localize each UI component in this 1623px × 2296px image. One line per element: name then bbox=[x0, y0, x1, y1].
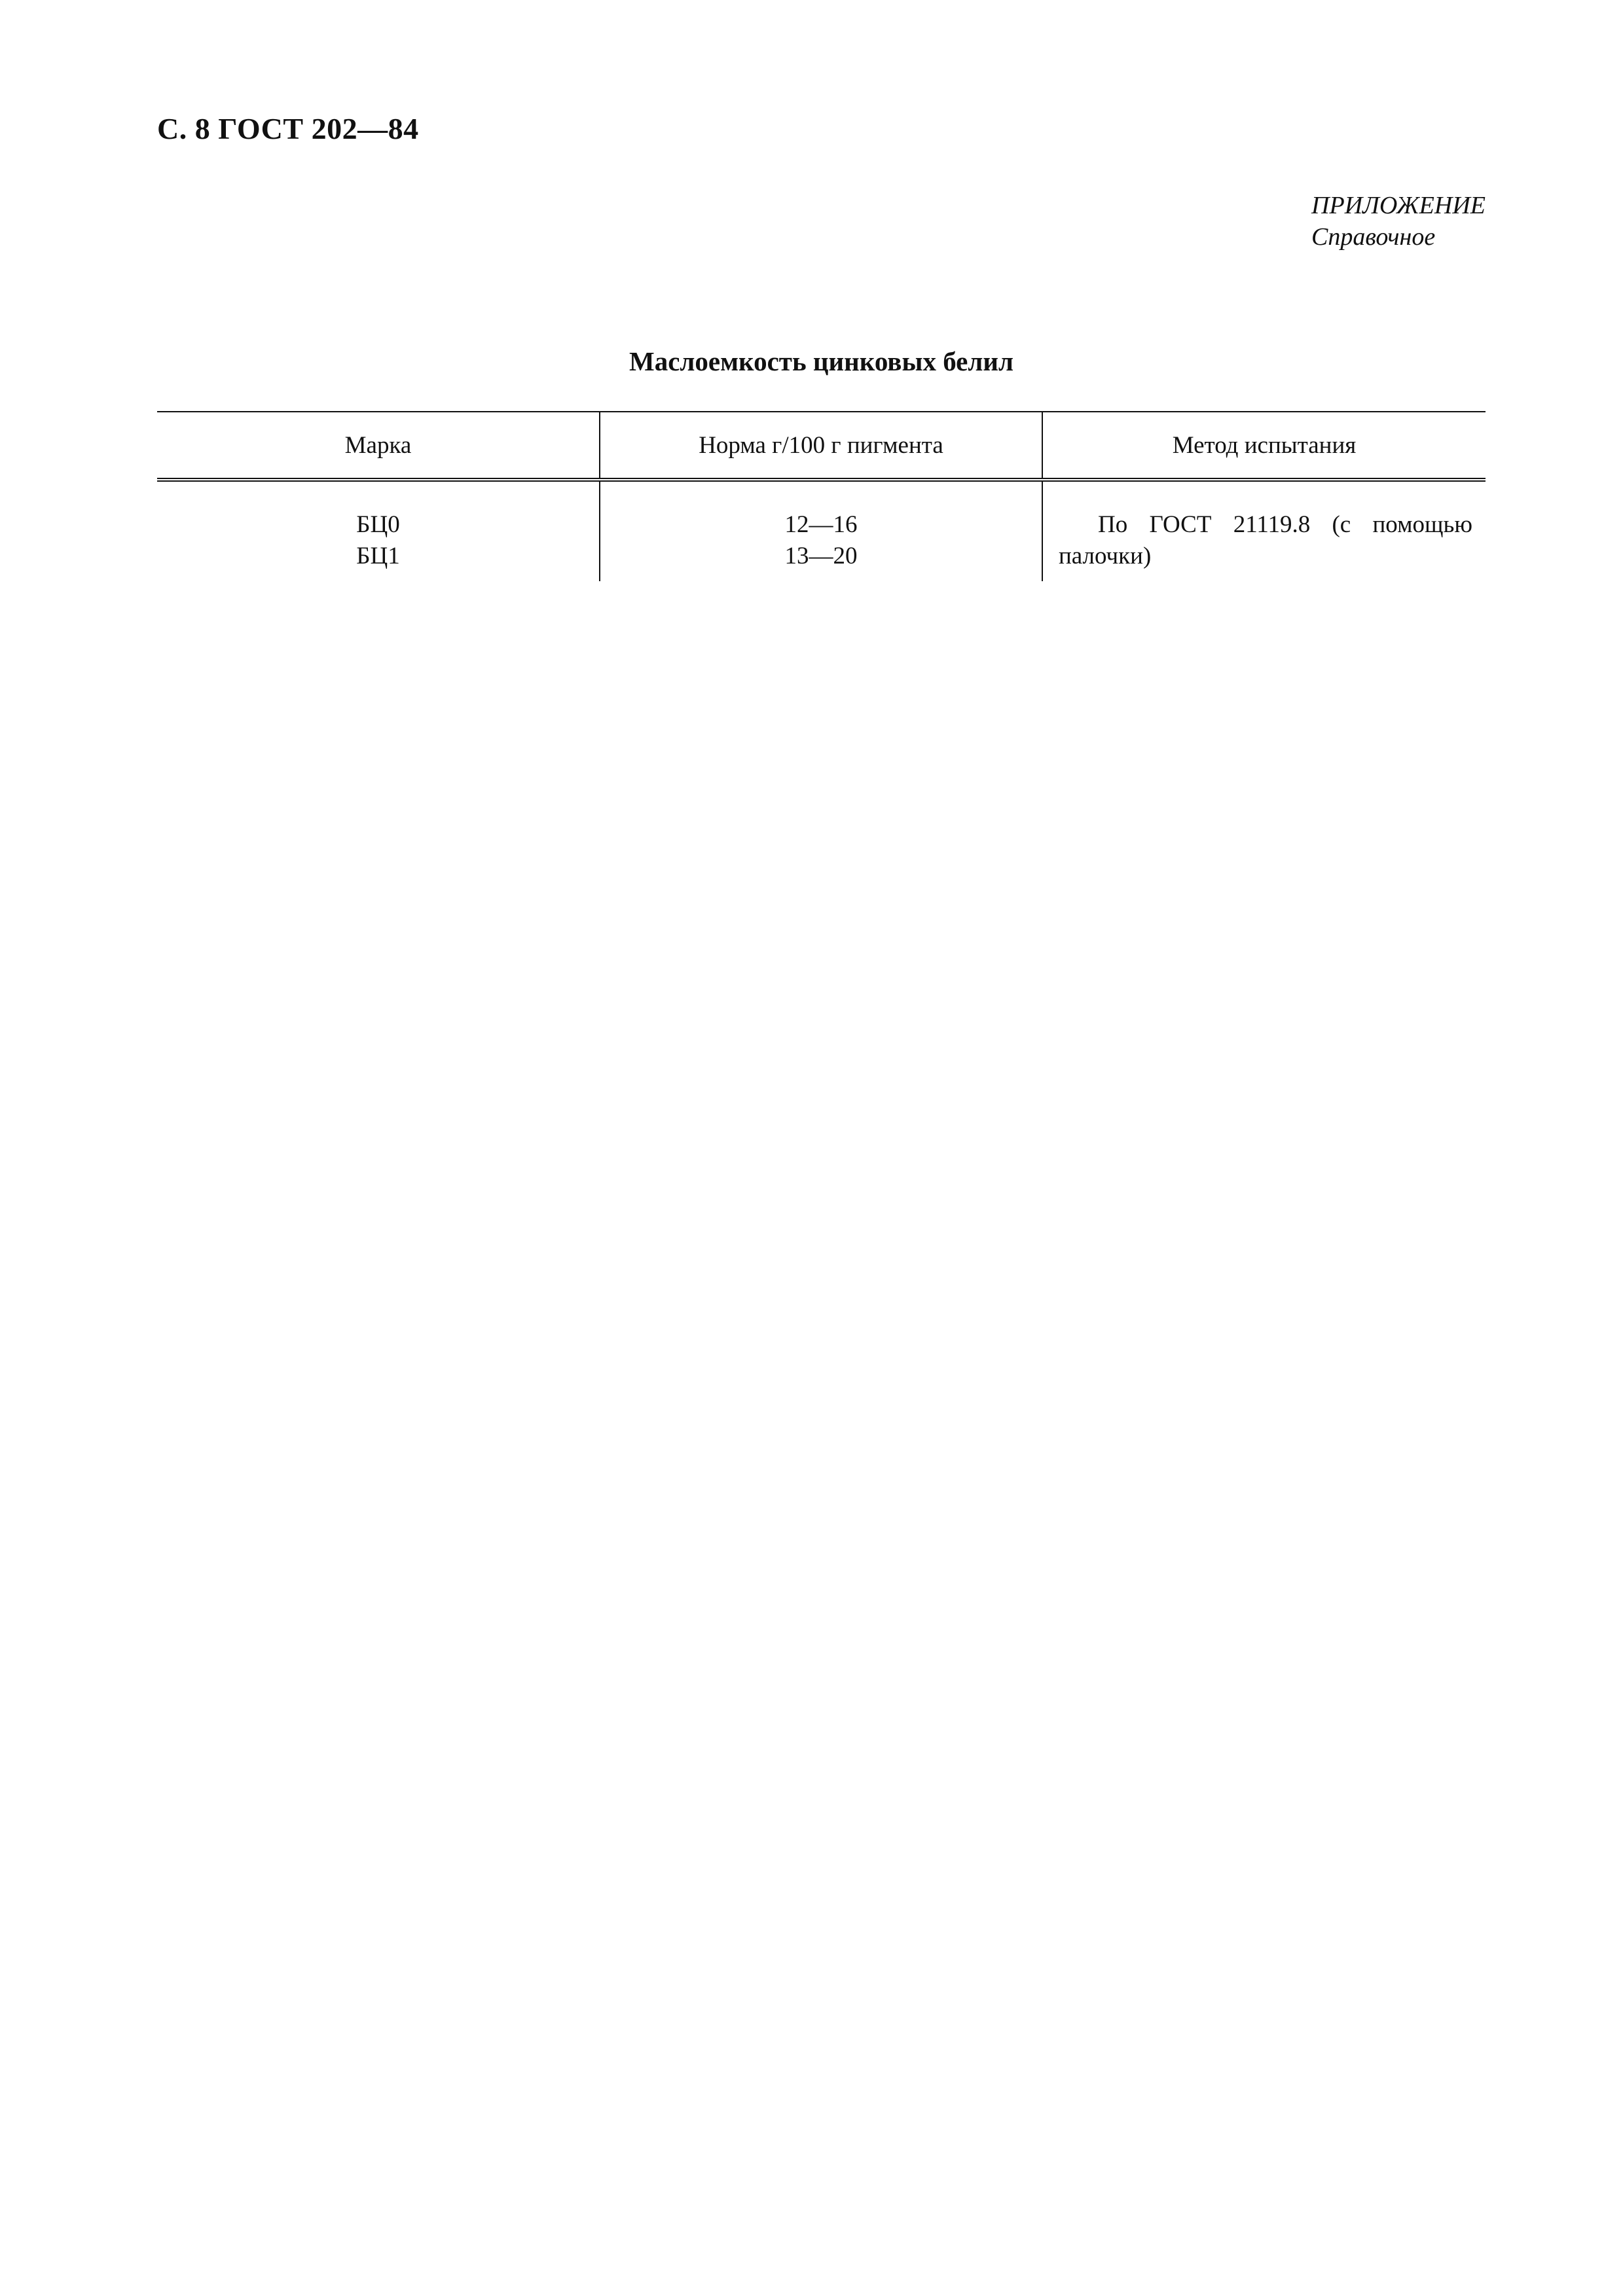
norm-value: 12—16 bbox=[784, 511, 858, 538]
method-value: По ГОСТ 21119.8 (с помощью палочки) bbox=[1059, 511, 1472, 569]
page-header: С. 8 ГОСТ 202—84 bbox=[157, 112, 419, 145]
table-header-row bbox=[157, 412, 1486, 480]
appendix-type: Справочное bbox=[1311, 223, 1436, 251]
table-row bbox=[157, 480, 1486, 581]
method-cell bbox=[1042, 480, 1486, 581]
column-header-norm: Норма г/100 г пигмента bbox=[600, 412, 1042, 480]
grade-value: БЦ1 bbox=[356, 543, 400, 569]
column-header-method: Метод испытания bbox=[1042, 412, 1486, 480]
norm-cell bbox=[600, 480, 1042, 581]
oil-absorption-table bbox=[157, 411, 1486, 581]
column-header-grade: Марка bbox=[157, 412, 600, 480]
appendix-label bbox=[1311, 190, 1486, 253]
grade-cell bbox=[157, 480, 600, 581]
norm-value: 13—20 bbox=[784, 543, 858, 569]
appendix-title: ПРИЛОЖЕНИЕ bbox=[1311, 192, 1486, 219]
table-title: Маслоемкость цинковых белил bbox=[629, 346, 1013, 376]
grade-value: БЦ0 bbox=[356, 511, 400, 538]
